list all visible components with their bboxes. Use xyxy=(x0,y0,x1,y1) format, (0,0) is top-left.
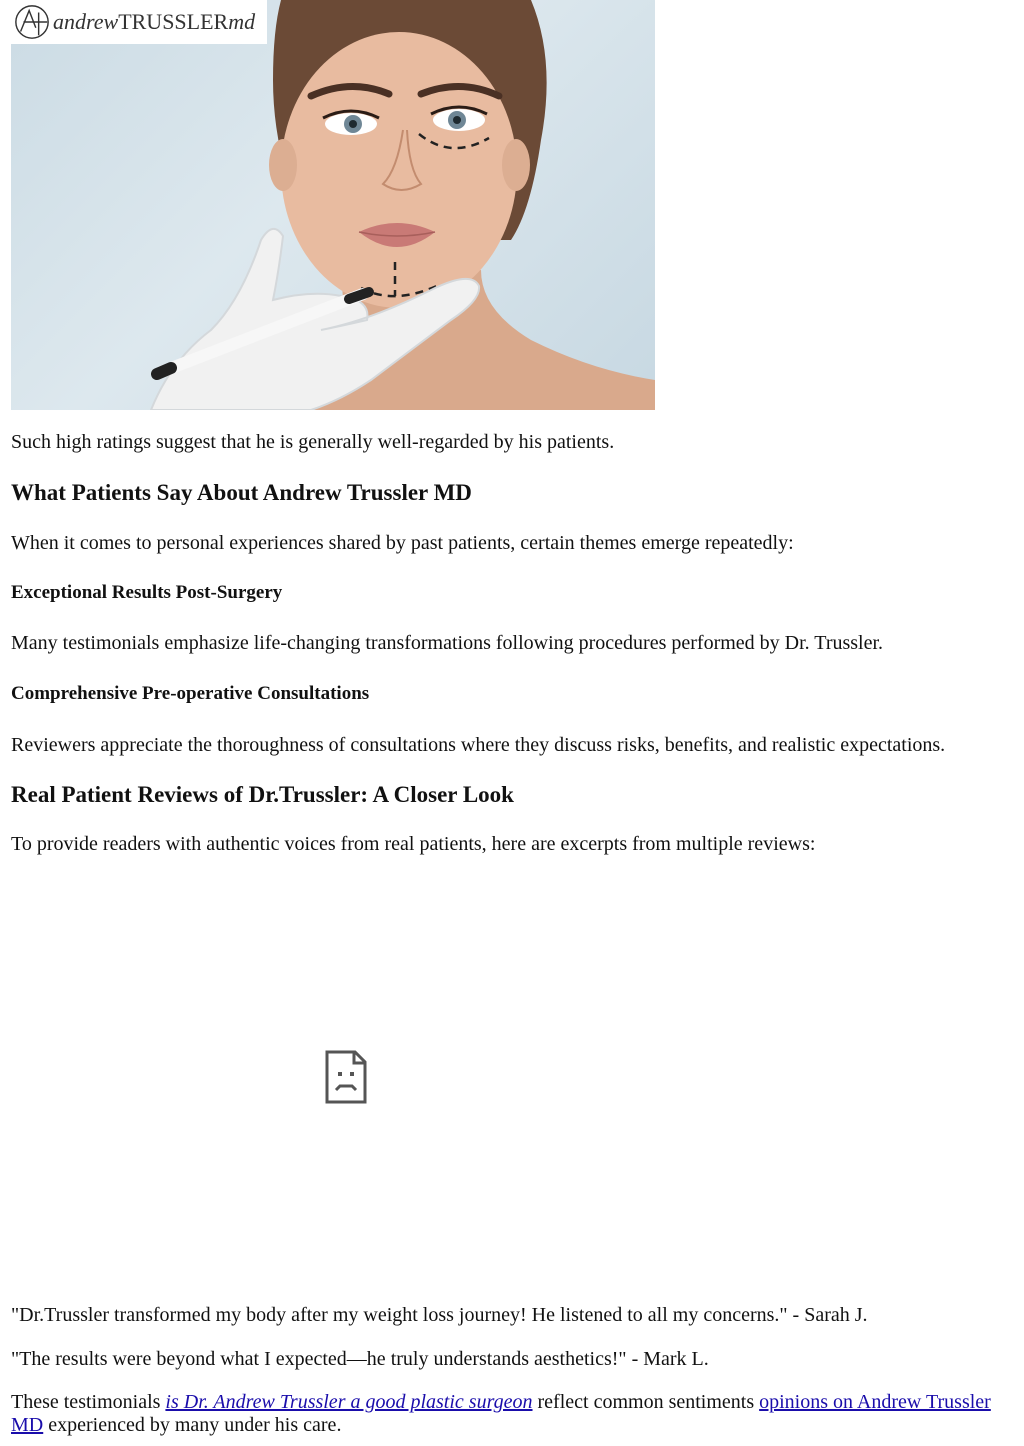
testimonial-quote-1: "Dr.Trussler transformed my body after my weight loss journey! He listened to all my concerns." - Sarah J. xyxy=(11,1304,868,1326)
testimonials-summary-paragraph xyxy=(11,1391,1001,1437)
hero-image xyxy=(11,0,655,410)
heading-consultations: Comprehensive Pre-operative Consultations xyxy=(11,683,370,704)
site-logo[interactable] xyxy=(11,0,267,44)
ratings-paragraph: Such high ratings suggest that he is generally well-regarded by his patients. xyxy=(11,431,615,453)
themes-paragraph: When it comes to personal experiences shared by past patients, certain themes emerge repeatedly: xyxy=(11,532,794,554)
link-opinions-trussler[interactable]: opinions on Andrew Trussler MD xyxy=(11,1391,991,1436)
heading-real-reviews: Real Patient Reviews of Dr.Trussler: A Closer Look xyxy=(11,782,514,807)
testimonial-quote-2: "The results were beyond what I expected—he truly understands aesthetics!" - Mark L. xyxy=(11,1348,709,1370)
logo-monogram-icon xyxy=(13,3,51,41)
link-good-plastic-surgeon[interactable]: is Dr. Andrew Trussler a good plastic surgeon xyxy=(165,1391,533,1413)
logo-text-trussler: TRUSSLER xyxy=(118,9,229,34)
logo-text xyxy=(53,9,255,35)
logo-text-md: md xyxy=(228,9,256,34)
summary-text-after: experienced by many under his care. xyxy=(43,1414,342,1436)
results-paragraph: Many testimonials emphasize life-changing transformations following procedures performed by Dr. Trussler. xyxy=(11,632,884,654)
face-illustration xyxy=(11,0,655,410)
article xyxy=(11,0,1011,1436)
consultations-paragraph: Reviewers appreciate the thoroughness of consultations where they discuss risks, benefits, and realistic expectations. xyxy=(11,734,946,756)
summary-text-before: These testimonials xyxy=(11,1391,166,1413)
heading-exceptional-results: Exceptional Results Post-Surgery xyxy=(11,582,283,603)
reviews-intro-paragraph: To provide readers with authentic voices from real patients, here are excerpts from multiple reviews: xyxy=(11,833,816,855)
summary-text-middle: reflect common sentiments xyxy=(532,1391,760,1413)
broken-image-icon xyxy=(325,1050,367,1104)
logo-text-andrew: andrew xyxy=(53,9,119,34)
heading-what-patients-say: What Patients Say About Andrew Trussler MD xyxy=(11,480,472,505)
